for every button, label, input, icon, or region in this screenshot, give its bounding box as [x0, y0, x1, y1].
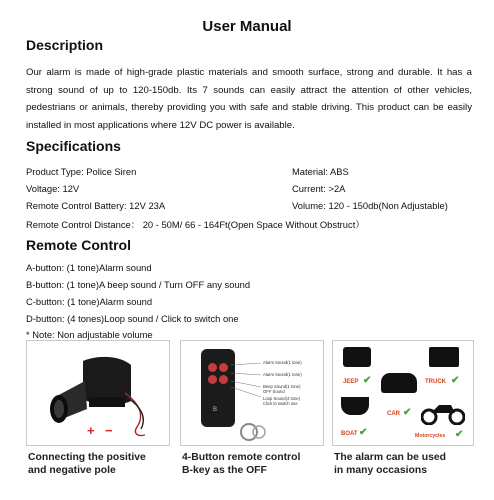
- siren-speaker-icon: [27, 341, 169, 445]
- remote-label-b: Beep Sound(1 tone): [263, 384, 301, 389]
- spec-current: Current: >2A: [292, 183, 346, 194]
- jeep-label: JEEP: [343, 379, 359, 385]
- jeep-icon: [343, 347, 371, 367]
- car-label: CAR: [387, 411, 400, 417]
- remote-panel: [180, 340, 324, 446]
- spec-voltage: Voltage: 12V: [26, 183, 80, 194]
- boat-label: BOAT: [341, 431, 358, 437]
- boat-icon: [341, 397, 369, 415]
- rc-line-a: A-button: (1 tone)Alarm sound: [26, 262, 152, 273]
- description-line: has a strong sound of up to 120-150db. Its 7 sounds can easily attract the attention of other: [26, 67, 472, 96]
- remote-button-b: [219, 363, 228, 372]
- remote-label-d-switch: Click to switch one: [263, 401, 298, 406]
- caption-line: The alarm can be used: [334, 452, 447, 463]
- remote-button-d: [219, 375, 228, 384]
- spec-material: Material: ABS: [292, 166, 349, 177]
- car-icon: [381, 373, 417, 393]
- spec-distance: Remote Control Distance： 20 - 50M/ 66 - 164Ft(Open Space Without Obstruct）: [26, 219, 365, 230]
- remote-label-c: Alarm Sound(1 tone): [263, 372, 302, 377]
- rc-line-c: C-button: (1 tone)Alarm sound: [26, 296, 153, 307]
- description-line: vehicles, pedestrians or animals, thereby providing you with safe and stable driving. This: [26, 84, 472, 113]
- truck-icon: [429, 347, 459, 367]
- page-title: User Manual: [202, 18, 292, 35]
- plus-sign: +: [87, 423, 95, 438]
- car-check-icon: ✔: [403, 407, 412, 418]
- rc-line-b: B-button: (1 tone)A beep sound / Turn OFF any sound: [26, 279, 251, 290]
- caption-line: Connecting the positive: [28, 452, 146, 463]
- uses-caption: [334, 451, 446, 477]
- siren-panel: [26, 340, 170, 446]
- remote-label-b-off: OFF Sound: [263, 389, 285, 394]
- key-ring-icon: [239, 421, 269, 443]
- truck-label: TRUCK: [425, 379, 446, 385]
- truck-check-icon: ✔: [451, 375, 460, 386]
- description-line: Our alarm is made of high-grade plastic materials and smooth surface, strong and durable. It: [26, 67, 443, 78]
- jeep-check-icon: ✔: [363, 375, 372, 386]
- rc-note: * Note: Non adjustable volume: [26, 329, 153, 340]
- caption-line: in many occasions: [334, 465, 427, 476]
- specifications-heading: Specifications: [26, 138, 121, 154]
- rc-line-d: D-button: (4 tones)Loop sound / Click to switch one: [26, 313, 239, 324]
- remote-control-icon: [201, 349, 235, 427]
- minus-sign: −: [105, 423, 113, 438]
- description-text: [26, 64, 472, 134]
- caption-line: 4-Button remote control: [182, 452, 301, 463]
- motorcycle-icon: [421, 399, 465, 425]
- description-heading: Description: [26, 37, 104, 53]
- spec-volume: Volume: 120 - 150db(Non Adjustable): [292, 200, 448, 211]
- siren-caption: [28, 451, 146, 477]
- remote-label-a: Alarm Sound(1 tone): [263, 360, 302, 365]
- spec-product-type: Product Type: Police Siren: [26, 166, 137, 177]
- remote-label-d: Loop Sound(4 tone): [263, 396, 301, 401]
- remote-control-heading: Remote Control: [26, 237, 131, 253]
- remote-key-letter: B: [213, 407, 218, 413]
- remote-button-a: [208, 363, 217, 372]
- uses-panel: [332, 340, 474, 446]
- spec-battery: Remote Control Battery: 12V 23A: [26, 200, 166, 211]
- caption-line: B-key as the OFF: [182, 465, 267, 476]
- remote-caption: [182, 451, 300, 477]
- boat-check-icon: ✔: [359, 427, 368, 438]
- motorcycle-label: Motorcycles: [415, 433, 446, 439]
- description-line: product can be easily installed in most applications where 12V DC power is available.: [26, 102, 472, 131]
- remote-button-c: [208, 375, 217, 384]
- motorcycle-check-icon: ✔: [455, 429, 464, 440]
- caption-line: and negative pole: [28, 465, 116, 476]
